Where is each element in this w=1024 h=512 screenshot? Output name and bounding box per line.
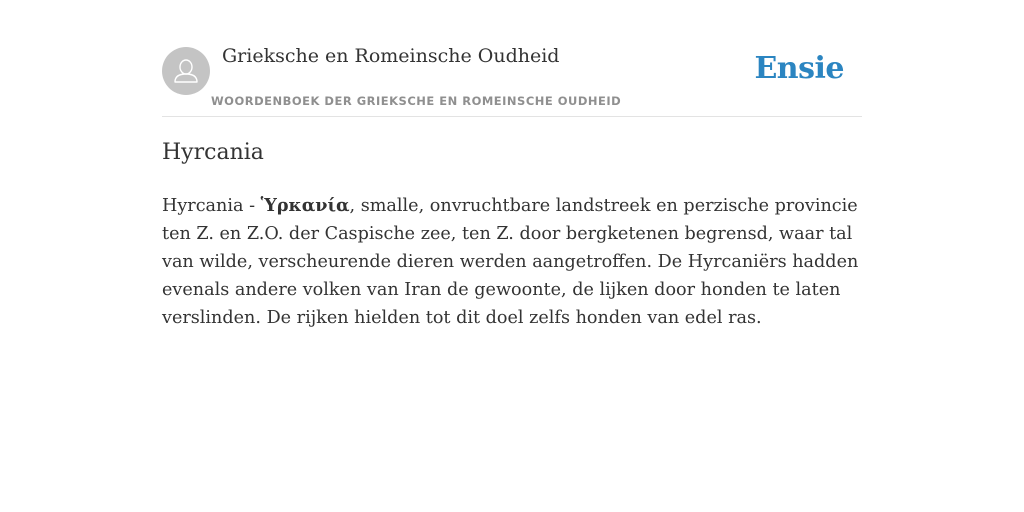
entry-separator: - <box>243 196 261 216</box>
user-silhouette-icon <box>162 47 210 95</box>
entry-definition: , smalle, onvruchtbare landstreek en perzische provincie ten Z. en Z.O. der Caspische zee, ten Z. door bergketenen begrensd, waar tal van wilde, verscheurende dieren werden aangetroffen. De Hyrcaniërs hadden evenals andere volken van Iran de gewoonte, de lijken door honden te laten verslinden. De rijken hielden tot dit doel zelfs honden van edel ras. <box>162 196 859 328</box>
site-title[interactable]: Grieksche en Romeinsche Oudheid <box>222 45 560 67</box>
ensie-logo[interactable]: Ensie <box>754 51 844 86</box>
user-avatar-icon[interactable] <box>162 47 210 95</box>
page-container <box>162 0 862 328</box>
entry-body <box>162 192 872 332</box>
site-subtitle: WOORDENBOEK DER GRIEKSCHE EN ROMEINSCHE OUDHEID <box>211 94 622 108</box>
header <box>162 0 862 117</box>
entry-title: Hyrcania <box>162 140 264 165</box>
greek-term: Ὑρκανία <box>260 195 350 216</box>
entry-term: Hyrcania <box>162 196 244 216</box>
